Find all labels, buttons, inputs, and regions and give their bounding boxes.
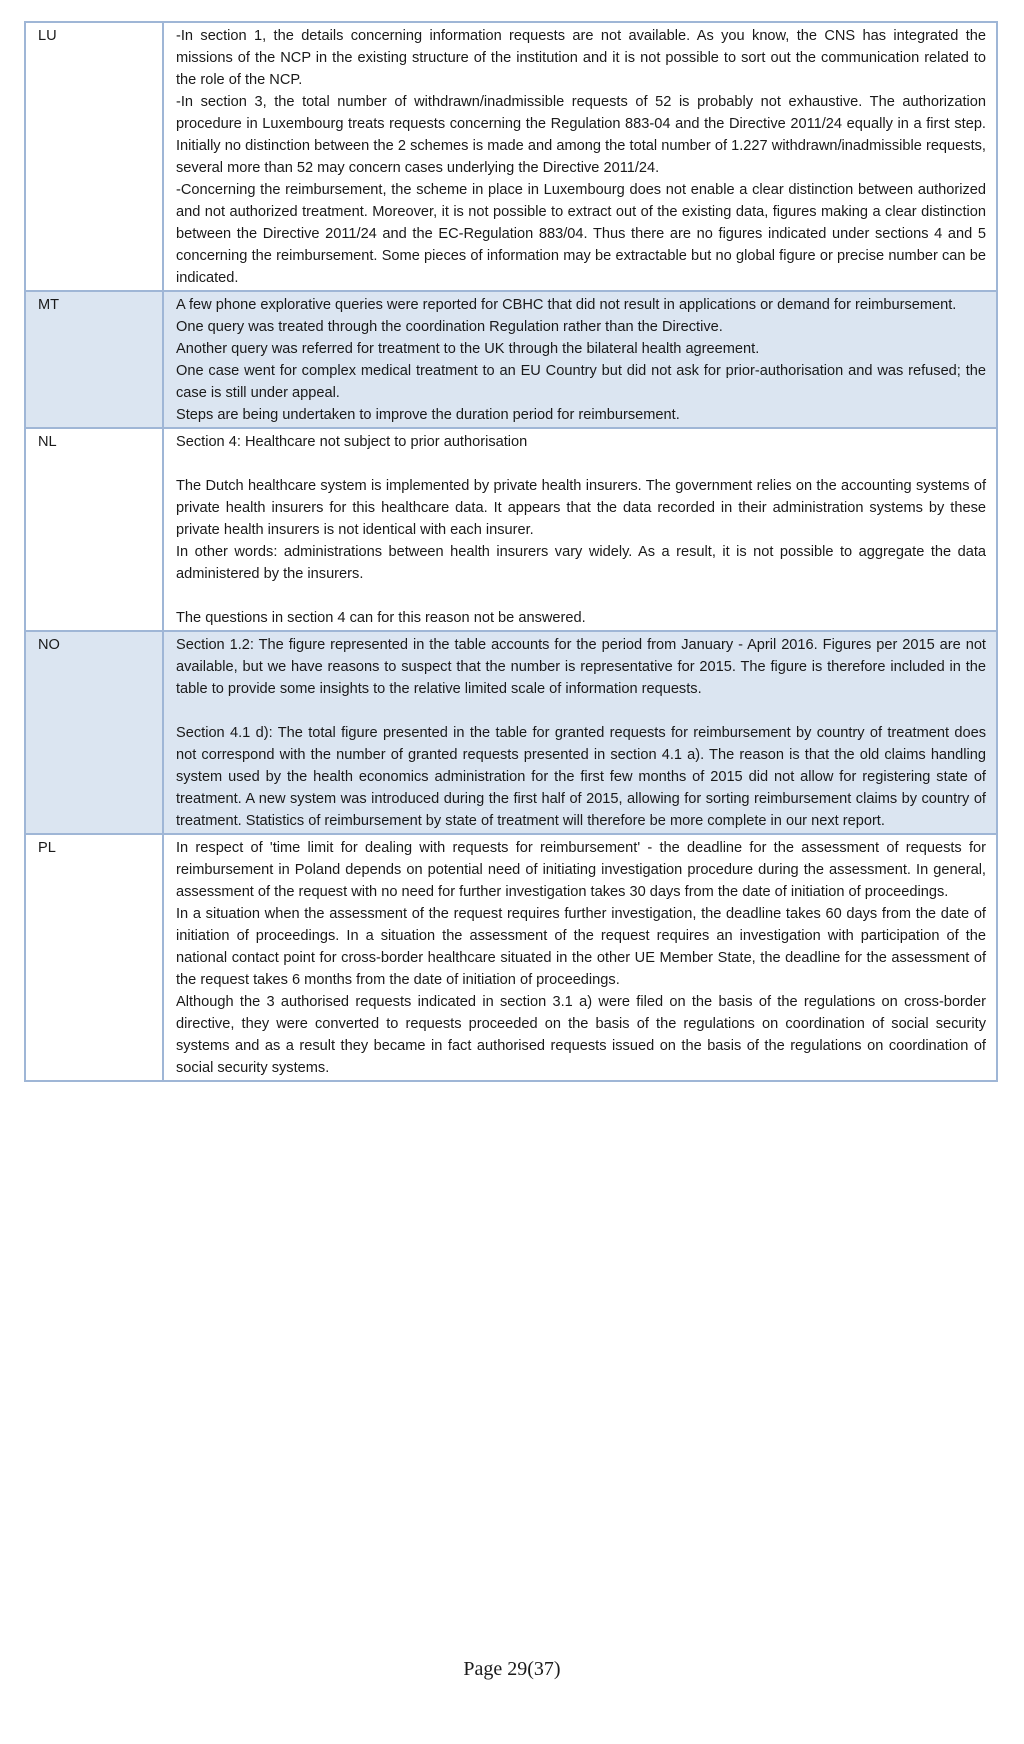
note-paragraph: The questions in section 4 can for this reason not be answered. [176, 610, 586, 626]
note-paragraph: -Concerning the reimbursement, the scheme in place in Luxembourg does not enable a clear distinction between authorized and not authorized treatment. Moreover, it is not possible to extract out of the existing data, figures making a clear distinction between the Directive 2011/24 and the EC-Regulation 883/04. Thus there are no figures indicated under sections 4 and 5 concerning the reimbursement. Some pieces of information may be extractable but no global figure or precise number can be indicated. [176, 182, 986, 286]
note-paragraph: -In section 3, the total number of withdrawn/inadmissible requests of 52 is probably not exhaustive. The authorization procedure in Luxembourg treats requests concerning the Regulation 883-04 and the Directive 2011/24 equally in a first step. Initially no distinction between the 2 schemes is made and among the total number of 1.227 withdrawn/inadmissible requests, several more than 52 may concern cases underlying the Directive 2011/24. [176, 94, 986, 176]
country-code: NO [25, 631, 163, 834]
note-paragraph: Section 1.2: The figure represented in the table accounts for the period from January - April 2016. Figures per 2015 are not available, but we have reasons to suspect that the number is representative for 2015. The figure is therefore included in the table to provide some insights to the relative limited scale of information requests. [176, 637, 986, 697]
note-paragraph: Another query was referred for treatment to the UK through the bilateral health agreement. [176, 341, 760, 357]
country-code: PL [25, 834, 163, 1081]
note-paragraph: In other words: administrations between health insurers vary widely. As a result, it is not possible to aggregate the data administered by the insurers. [176, 544, 986, 582]
note-paragraph: In a situation when the assessment of the request requires further investigation, the deadline takes 60 days from the date of initiation of proceedings. In a situation the assessment of the request requires an investigation with participation of the national contact point for cross-border healthcare situated in the other UE Member State, the deadline for the assessment of the request takes 6 months from the date of initiation of proceedings. [176, 906, 986, 988]
country-code: MT [25, 291, 163, 428]
note-paragraph: -In section 1, the details concerning information requests are not available. As you know, the CNS has integrated the missions of the NCP in the existing structure of the institution and it is not possible to sort out the communication related to the role of the NCP. [176, 28, 986, 88]
table-row-lu [25, 22, 997, 291]
note-paragraph: Although the 3 authorised requests indicated in section 3.1 a) were filed on the basis of the regulations on cross-border directive, they were converted to requests proceeded on the basis of the regulations on coordination of social security systems and as a result they became in fact authorised requests issued on the basis of the regulations on coordination of social security systems. [176, 994, 986, 1076]
note-paragraph: Steps are being undertaken to improve the duration period for reimbursement. [176, 407, 680, 423]
country-code: LU [25, 22, 163, 291]
note-paragraph: Section 4.1 d): The total figure presented in the table for granted requests for reimbursement by country of treatment does not correspond with the number of granted requests presented in section 4.1 a). The reason is that the old claims handling system used by the health economics administration for the first few months of 2015 did not allow for registering state of treatment. A new system was introduced during the first half of 2015, allowing for sorting reimbursement claims by country of treatment. Statistics of reimbursement by state of treatment will therefore be more complete in our next report. [176, 725, 986, 829]
page-number: Page 29(37) [463, 1658, 561, 1680]
table-row-mt [25, 291, 997, 428]
country-notes [163, 631, 997, 834]
table-row-no [25, 631, 997, 834]
country-notes [163, 834, 997, 1081]
country-notes [163, 22, 997, 291]
country-notes [163, 291, 997, 428]
country-code: NL [25, 428, 163, 631]
country-notes-table [24, 21, 998, 1082]
table-row-pl [25, 834, 997, 1081]
note-paragraph: The Dutch healthcare system is implemented by private health insurers. The government relies on the accounting systems of private health insurers for this healthcare data. It appears that the data recorded in their administration systems by these private health insurers is not identical with each insurer. [176, 478, 986, 538]
note-paragraph: A few phone explorative queries were reported for CBHC that did not result in applications or demand for reimbursement. [176, 297, 957, 313]
note-paragraph: Section 4: Healthcare not subject to prior authorisation [176, 434, 528, 450]
note-paragraph: In respect of 'time limit for dealing with requests for reimbursement' - the deadline for the assessment of requests for reimbursement in Poland depends on potential need of initiating investigation procedure during the assessment. In general, assessment of the request with no need for further investigation takes 30 days from the date of initiation of proceedings. [176, 840, 986, 900]
table-row-nl [25, 428, 997, 631]
country-notes [163, 428, 997, 631]
note-paragraph: One case went for complex medical treatment to an EU Country but did not ask for prior-authorisation and was refused; the case is still under appeal. [176, 363, 986, 401]
note-paragraph: One query was treated through the coordination Regulation rather than the Directive. [176, 319, 723, 335]
